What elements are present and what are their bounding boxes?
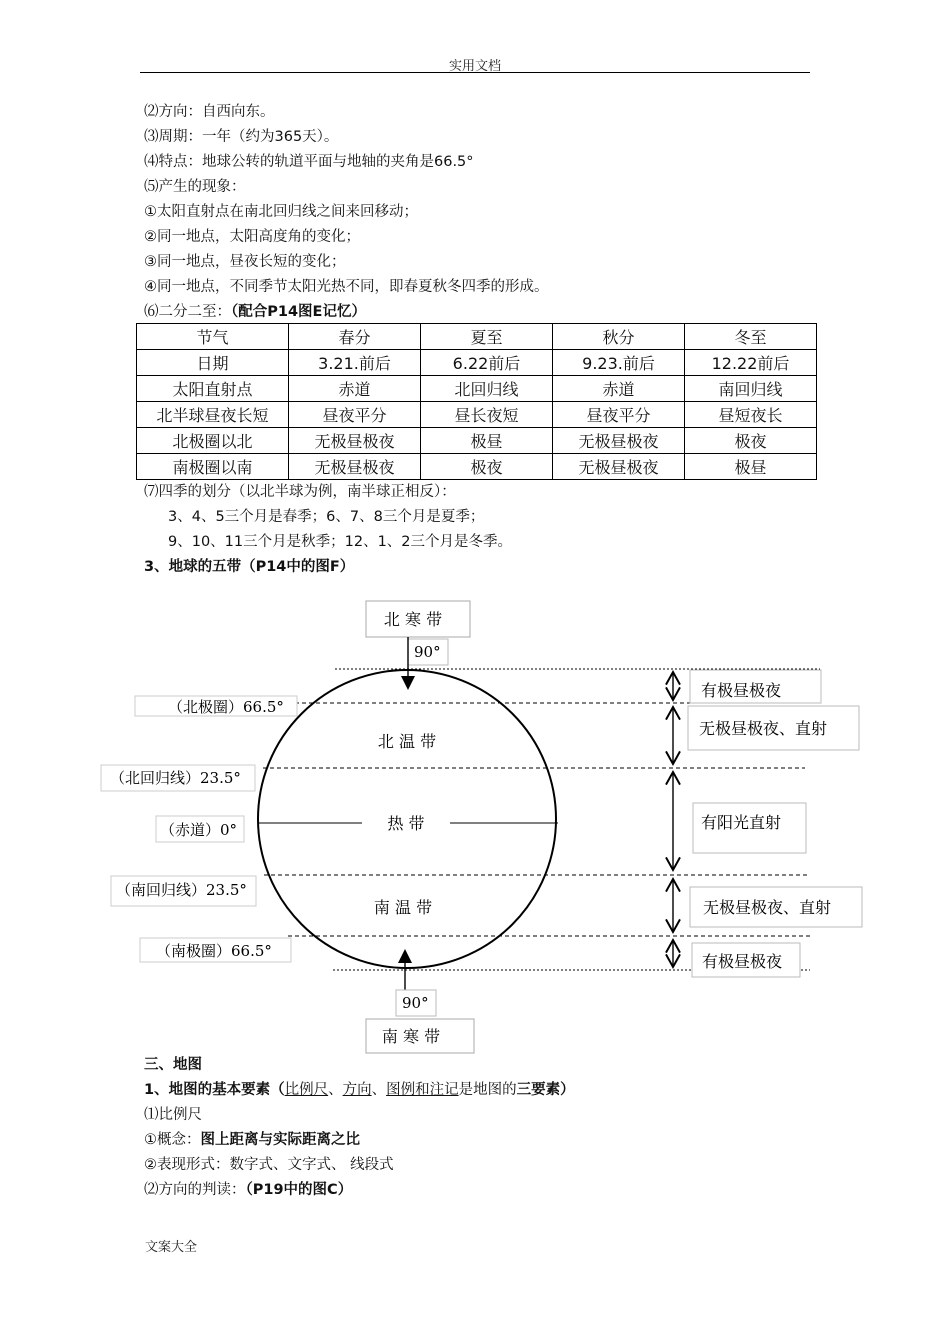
north-temperate-label: 北 温 带 [377,732,437,751]
right-label-5: 有极昼极夜 [702,952,783,971]
text-line: 9、10、11三个月是秋季；12、1、2三个月是冬季。 [168,534,513,550]
capricorn-label: （南回归线）23.5° [116,881,247,899]
table-header-row [137,324,817,350]
five-zones-diagram [0,590,950,1060]
table-cell: 赤道 [553,376,685,402]
table-cell: 昼短夜长 [685,402,817,428]
text-part: 图上距离与实际距离之比 [200,1132,360,1148]
table-header-cell: 秋分 [553,324,685,350]
table-cell: 北半球昼夜长短 [137,402,289,428]
separator: 、 [328,1082,343,1098]
table-cell: 日期 [137,350,289,376]
tropical-label: 热 带 [387,814,425,833]
table-row [137,454,817,480]
table-row [137,376,817,402]
text-line: ⑵方向：自西向东。 [144,104,275,120]
table-cell: 12.22前后 [685,350,817,376]
text-line: ⑷特点：地球公转的轨道平面与地轴的夹角是66.5° [144,154,474,170]
text-line [144,302,366,322]
antarctic-label: （南极圈）66.5° [156,942,272,960]
text-part: （P19中的图C） [245,1182,353,1198]
table-cell: 极昼 [421,428,553,454]
header-divider [140,72,810,73]
table-header-cell: 春分 [289,324,421,350]
table-row [137,402,817,428]
table-cell: 北回归线 [421,376,553,402]
table-cell: 赤道 [289,376,421,402]
text-part: ⑵方向的判读： [144,1182,246,1198]
text-line: 3、4、5三个月是春季；6、7、8三个月是夏季； [168,509,485,525]
text-line [144,1180,352,1200]
text-line: ⑺四季的划分（以北半球为例，南半球正相反）： [144,484,456,500]
table-cell: 昼夜平分 [289,402,421,428]
table-cell: 南回归线 [685,376,817,402]
separator: 、 [371,1082,387,1098]
heading-part: ） [560,1082,575,1098]
table-cell: 太阳直射点 [137,376,289,402]
text-line: ③同一地点，昼夜长短的变化； [144,254,346,270]
table-row [137,428,817,454]
table-cell: 无极昼极夜 [553,454,685,480]
table-header-cell: 节气 [137,324,289,350]
table-cell: 极夜 [685,428,817,454]
text-line: ⑴比例尺 [144,1107,202,1123]
top-angle-label: 90° [414,643,441,661]
table-cell: 无极昼极夜 [553,428,685,454]
underlined-term: 比例尺 [284,1082,329,1098]
text-part: ①概念： [144,1132,201,1148]
table-row [137,350,817,376]
table-cell: 极昼 [685,454,817,480]
right-label-1: 有极昼极夜 [701,681,782,700]
south-frigid-label: 南 寒 带 [381,1027,441,1046]
table-cell: 昼夜平分 [553,402,685,428]
page-footer: 文案大全 [145,1240,198,1255]
heading-part: 是地图的 [458,1082,517,1098]
table-cell: 无极昼极夜 [289,428,421,454]
underlined-term: 图例和注记 [386,1082,459,1098]
solstice-table [136,323,817,480]
right-label-2: 无极昼极夜、直射 [699,719,828,738]
arctic-label: （北极圈）66.5° [168,698,284,716]
table-cell: 无极昼极夜 [289,454,421,480]
right-label-4: 无极昼极夜、直射 [703,898,832,917]
page-header: 实用文档 [448,59,501,74]
table-cell: 南极圈以南 [137,454,289,480]
solstice-heading: ⑹二分二至： [144,304,231,320]
south-temperate-label: 南 温 带 [373,898,433,917]
bottom-angle-label: 90° [402,994,429,1012]
heading-part: 1、地图的基本要素（ [144,1082,285,1098]
text-line: ⑶周期：一年（约为365天）。 [144,129,339,145]
right-label-3: 有阳光直射 [701,813,782,832]
text-line [144,1130,360,1150]
text-line: ④同一地点，不同季节太阳光热不同，即春夏秋冬四季的形成。 [144,279,549,295]
table-cell: 极夜 [421,454,553,480]
equator-label: （赤道）0° [160,821,238,839]
text-line: ②表现形式：数字式、文字式、 线段式 [144,1157,394,1173]
heading-part: 三要素 [516,1082,561,1098]
map-elements-heading [144,1080,575,1100]
table-cell: 北极圈以北 [137,428,289,454]
table-cell: 9.23.前后 [553,350,685,376]
north-frigid-label: 北 寒 带 [383,610,443,629]
text-line: ①太阳直射点在南北回归线之间来回移动； [144,204,418,220]
table-header-cell: 夏至 [421,324,553,350]
table-cell: 6.22前后 [421,350,553,376]
section-title: 三、地图 [144,1057,202,1073]
table-cell: 昼长夜短 [421,402,553,428]
underlined-term: 方向 [342,1082,372,1098]
table-cell: 3.21.前后 [289,350,421,376]
text-line: ②同一地点，太阳高度角的变化； [144,229,360,245]
solstice-note: （配合P14图E记忆） [231,304,366,320]
table-header-cell: 冬至 [685,324,817,350]
text-line: ⑸产生的现象： [144,179,246,195]
section-heading: 3、地球的五带（P14中的图F） [144,559,355,575]
cancer-label: （北回归线）23.5° [110,769,241,787]
